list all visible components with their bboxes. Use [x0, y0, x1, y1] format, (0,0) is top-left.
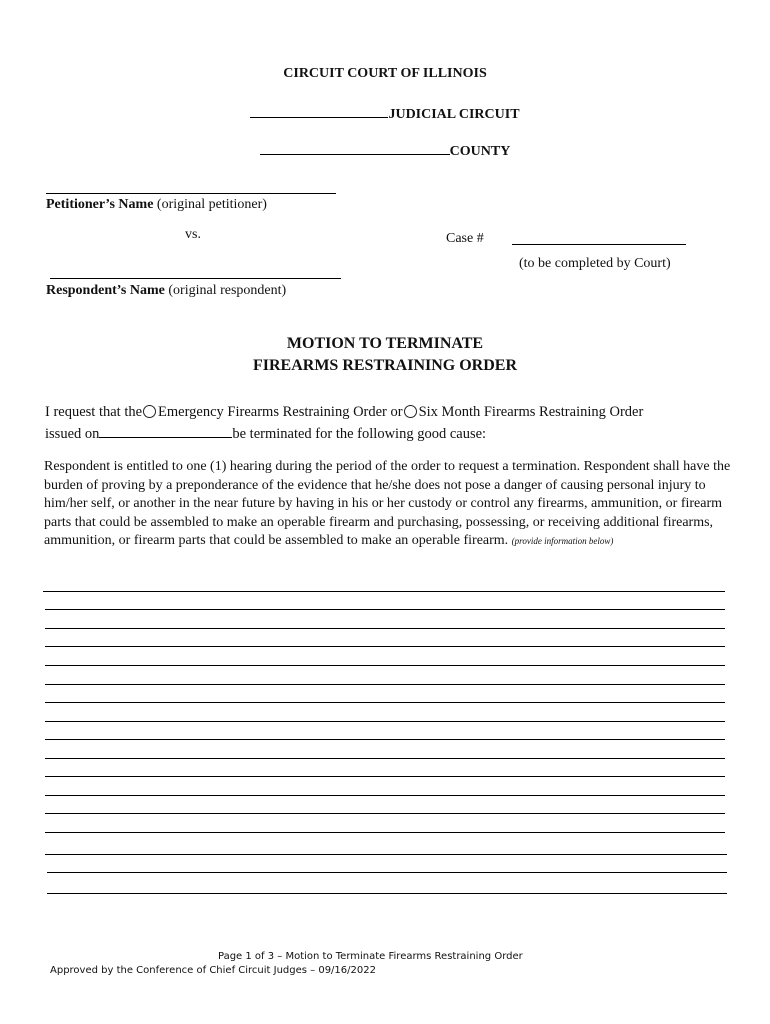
county-blank[interactable] [260, 140, 450, 155]
case-number-field[interactable] [512, 244, 686, 245]
case-number-note: (to be completed by Court) [519, 256, 671, 271]
info-line[interactable] [47, 893, 727, 894]
info-line[interactable] [45, 854, 727, 855]
respondent-name-field[interactable] [50, 278, 341, 279]
info-line[interactable] [45, 721, 725, 722]
respondent-label-row [46, 283, 286, 299]
issued-on-date-field[interactable] [99, 423, 232, 438]
request-line2 [45, 423, 486, 443]
info-line[interactable] [45, 628, 725, 629]
request-suffix: be terminated for the following good cause: [232, 426, 487, 442]
info-line[interactable] [45, 813, 725, 814]
court-title: CIRCUIT COURT OF ILLINOIS [283, 66, 487, 81]
info-line[interactable] [45, 795, 725, 796]
emergency-order-label: Emergency Firearms Restraining Order or [158, 404, 403, 420]
info-line[interactable] [45, 776, 725, 777]
termination-paragraph [44, 458, 732, 551]
info-line[interactable] [43, 591, 725, 592]
motion-title [0, 333, 770, 377]
info-line[interactable] [45, 684, 725, 685]
request-line1 [45, 404, 643, 421]
motion-title-line1: MOTION TO TERMINATE [286, 335, 484, 352]
info-line[interactable] [47, 872, 727, 873]
info-line[interactable] [45, 702, 725, 703]
petitioner-note: (original petitioner) [156, 197, 267, 212]
six-month-order-radio[interactable] [404, 405, 417, 418]
info-line[interactable] [45, 665, 725, 666]
judicial-circuit-label: JUDICIAL CIRCUIT [388, 107, 520, 122]
petitioner-label-row [46, 197, 267, 213]
versus-text: vs. [185, 227, 201, 242]
paragraph-text: Respondent is entitled to one (1) hearing during the period of the order to request a termination. Respondent shall have the burden of proving by a preponderance of the evidence that he/she does not pose a danger of causing personal injury to him/her self, or another in the near future by having in his or her custody or control any firearms, ammunition, or firearm parts that could be assembled to make an operable firearm and purchasing, possessing, or receiving additional firearms, ammunition, or firearm parts that could be assembled to make an operable firearm. [44, 459, 731, 549]
circuit-blank[interactable] [250, 103, 388, 118]
info-line[interactable] [45, 646, 725, 647]
info-line[interactable] [45, 758, 725, 759]
respondent-note: (original respondent) [168, 283, 287, 298]
page-footer: Page 1 of 3 – Motion to Terminate Firearms Restraining Order [218, 951, 523, 962]
motion-title-line2: FIREARMS RESTRAINING ORDER [252, 357, 518, 374]
emergency-order-radio[interactable] [143, 405, 156, 418]
request-prefix: I request that the [45, 404, 143, 420]
issued-on-label: issued on [45, 426, 100, 442]
judicial-circuit-line [0, 103, 770, 123]
case-number-label: Case # [446, 231, 484, 246]
provide-info-note: (provide information below) [511, 536, 614, 547]
county-label: COUNTY [449, 144, 511, 159]
info-line[interactable] [45, 609, 725, 610]
petitioner-name-field[interactable] [46, 193, 336, 194]
approval-footer: Approved by the Conference of Chief Circuit Judges – 09/16/2022 [50, 965, 376, 976]
petitioner-label: Petitioner’s Name [46, 197, 154, 212]
info-line[interactable] [45, 832, 725, 833]
county-line [0, 140, 770, 160]
six-month-order-label: Six Month Firearms Restraining Order [418, 404, 644, 420]
info-line[interactable] [45, 739, 725, 740]
respondent-label: Respondent’s Name [46, 283, 165, 298]
